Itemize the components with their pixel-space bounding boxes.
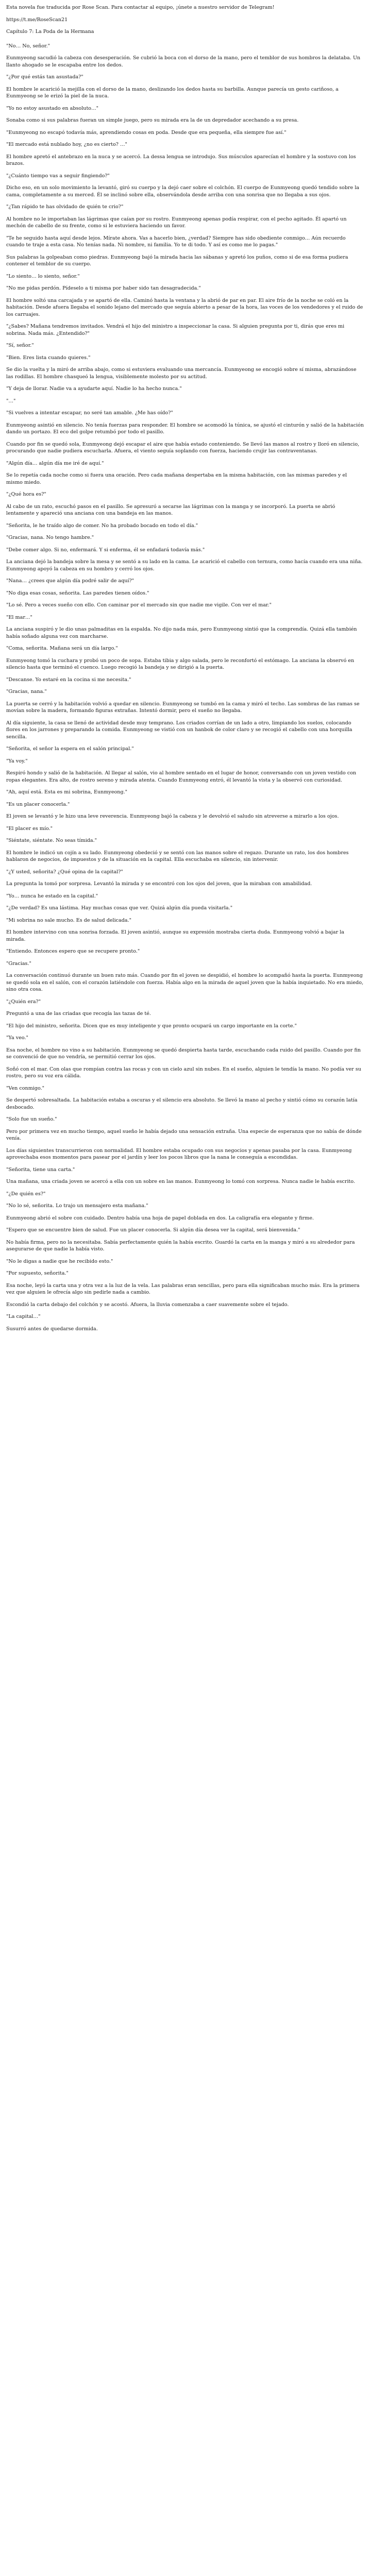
story-paragraph: "¿Sabes? Mañana tendremos invitados. Vendrá el hijo del ministro a inspeccionar la casa. Si alguien pregunta por ti, dirás que eres mi sobrina. Nada más. ¿Entendido?" xyxy=(6,324,345,336)
story-paragraph: Al cabo de un rato, escuchó pasos en el pasillo. Se apresuró a secarse las lágrimas con la manga y se incorporó. La puerta se abrió lentamente y apareció una anciana con una bandeja en las manos. xyxy=(6,503,335,516)
story-paragraph: El hombre apretó el antebrazo en la nuca y se acercó. La dessa lengua se introdujo. Sus músculos aparecían el hombre y la sostuvo con los brazos. xyxy=(6,154,356,166)
story-paragraph: La anciana suspiró y le dio unas palmaditas en la espalda. No dijo nada más, pero Eunmyeong sintió que la comprendía. Quizá ella también había soñado alguna vez con marcharse. xyxy=(6,626,357,639)
story-paragraph: Pero por primera vez en mucho tiempo, aquel sueño le había dejado una sensación extraña. Una especie de esperanza que no sabía de dónde venía. xyxy=(6,1128,362,1141)
story-paragraph: "Señorita, el señor la espera en el salón principal." xyxy=(6,746,134,752)
story-paragraph: "¿Cuánto tiempo vas a seguir fingiendo?" xyxy=(6,173,110,179)
story-paragraph: "Nana… ¿crees que algún día podré salir de aquí?" xyxy=(6,578,134,584)
story-paragraph: "Gracias." xyxy=(6,960,31,967)
story-paragraph: Se lo repetía cada noche como si fuera una oración. Pero cada mañana despertaba en la misma habitación, con las mismas paredes y el mismo miedo. xyxy=(6,472,347,485)
story-paragraph: "Bien. Eres lista cuando quieres." xyxy=(6,354,91,361)
story-paragraph: "Si vuelves a intentar escapar, no seré tan amable. ¿Me has oído?" xyxy=(6,410,173,416)
story-paragraph: "¿Por qué estás tan asustada?" xyxy=(6,74,83,80)
story-paragraph: Al día siguiente, la casa se llenó de actividad desde muy temprano. Los criados corrían de un lado a otro, limpiando los suelos, colocando flores en los jarrones y preparando la comida. Eunmyeong se vistió con un hanbok de color claro y se recogió el cabello con una horquilla sencilla. xyxy=(6,720,352,740)
story-paragraph: Sus palabras la golpeaban como piedras. Eunmyeong bajó la mirada hacia las sábanas y apretó los puños, como si de esa forma pudiera contener el temblor de su cuerpo. xyxy=(6,254,348,267)
story-paragraph: El hombre intervino con una sonrisa forzada. El joven asintió, aunque su expresión mostraba cierta duda. Eunmyeong volvió a bajar la mirada. xyxy=(6,929,345,942)
story-paragraph: El hombre soltó una carcajada y se apartó de ella. Caminó hasta la ventana y la abrió de par en par. El aire frío de la noche se coló en la habitación. Desde afuera llegaba el sonido lejano del mercado que seguía abierto a pesar de la hora, las voces de los vendedores y el ruido de los carruajes. xyxy=(6,297,363,317)
story-paragraph: "No lo sé, señorita. Lo trajo un mensajero esta mañana." xyxy=(6,1203,148,1209)
story-paragraph: "El hijo del ministro, señorita. Dicen que es muy inteligente y que pronto ocupará un cargo importante en la corte." xyxy=(6,1023,297,1029)
story-paragraph: Esa noche, leyó la carta una y otra vez a la luz de la vela. Las palabras eran sencillas, pero para ella significaban mucho más. Era la primera vez que alguien le ofrecía algo sin pedirle nada a cambio. xyxy=(6,1282,360,1295)
story-paragraph: "Ya voy." xyxy=(6,758,28,764)
story-paragraph: Se dio la vuelta y la miró de arriba abajo, como si estuviera evaluando una mercancía. Eunmyeong se encogió sobre sí misma, abrazándose las rodillas. El hombre chasqueó la lengua, visiblemente molesto por su actitud. xyxy=(6,367,357,380)
story-paragraph: Una mañana, una criada joven se acercó a ella con un sobre en las manos. Eunmyeong lo tomó con sorpresa. Nunca nadie le había escrito. xyxy=(6,1179,356,1184)
story-paragraph: "¿Quién era?" xyxy=(6,998,41,1005)
story-paragraph: Sonaba como si sus palabras fueran un simple juego, pero su mirada era la de un depredador acechando a su presa. xyxy=(6,117,299,123)
story-paragraph: Al hombre no le importaban las lágrimas que caían por su rostro. Eunmyeong apenas podía respirar, con el pecho agitado. Él apartó un mechón de cabello de su frente, como si le estuviera haciendo un favor. xyxy=(6,216,347,229)
story-paragraph: "No… No, señor." xyxy=(6,43,50,49)
story-paragraph: "No me pidas perdón. Pídeselo a ti misma por haber sido tan desagradecida." xyxy=(6,285,201,291)
story-paragraph: Soñó con el mar. Con olas que rompían contra las rocas y con un cielo azul sin nubes. En el sueño, alguien le tendía la mano. No podía ver su rostro, pero su voz era cálida. xyxy=(6,1066,361,1079)
story-paragraph: Los días siguientes transcurrieron con normalidad. El hombre estaba ocupado con sus negocios y apenas pasaba por la casa. Eunmyeong aprovechaba esos momentos para pasear por el jardín y leer los pocos libros que la nana le conseguía a escondidas. xyxy=(6,1147,352,1160)
story-paragraph: "Gracias, nana." xyxy=(6,689,47,694)
story-paragraph: "…" xyxy=(6,398,16,404)
story-paragraph: "Lo siento… lo siento, señor." xyxy=(6,273,80,279)
story-paragraph: "Y deja de llorar. Nadie va a ayudarte aquí. Nadie lo ha hecho nunca." xyxy=(6,386,182,392)
story-paragraph: La conversación continuó durante un buen rato más. Cuando por fin el joven se despidió, el hombre lo acompañó hasta la puerta. Eunmyeong se quedó sola en el salón, con el corazón latiéndole con fuerza. Había algo en la mirada de aquel joven que la había inquietado. No era miedo, sino otra cosa. xyxy=(6,973,364,992)
story-paragraph: "¿Tan rápido te has olvidado de quién te crio?" xyxy=(6,204,124,210)
story-paragraph: "Espero que se encuentre bien de salud. Fue un placer conocerla. Si algún día desea ver la capital, será bienvenida." xyxy=(6,1227,300,1233)
translator-credit: Esta novela fue traducida por Rose Scan. Para contactar al equipo, ¡únete a nuestro servidor de Telegram! xyxy=(6,5,275,10)
story-paragraph: El hombre le acarició la mejilla con el dorso de la mano, deslizando los dedos hasta su barbilla. Aunque parecía un gesto cariñoso, a Eunmyeong se le erizó la piel de la nuca. xyxy=(6,86,339,99)
story-paragraph: Escondió la carta debajo del colchón y se acostó. Afuera, la lluvia comenzaba a caer suavemente sobre el tejado. xyxy=(6,1301,289,1308)
story-paragraph: "Algún día… algún día me iré de aquí." xyxy=(6,460,104,466)
story-paragraph: "Yo no estoy asustado en absoluto…" xyxy=(6,105,99,111)
story-paragraph: "Es un placer conocerla." xyxy=(6,801,70,807)
story-paragraph: Eunmyeong asintió en silencio. No tenía fuerzas para responder. El hombre se acomodó la túnica, se ajustó el cinturón y salió de la habitación dando un portazo. El eco del golpe retumbó por todo el pasillo. xyxy=(6,422,364,435)
story-paragraph: "No le digas a nadie que he recibido esto." xyxy=(6,1258,113,1264)
story-paragraph: "Lo sé. Pero a veces sueño con ello. Con caminar por el mercado sin que nadie me vigile. Con ver el mar." xyxy=(6,602,272,608)
story-paragraph: "La capital…" xyxy=(6,1314,41,1319)
story-paragraph: "Señorita, le he traído algo de comer. No ha probado bocado en todo el día." xyxy=(6,522,198,529)
story-paragraph: "Coma, señorita. Mañana será un día largo." xyxy=(6,646,118,651)
story-paragraph: La pregunta la tomó por sorpresa. Levantó la mirada y se encontró con los ojos del joven, que la miraban con amabilidad. xyxy=(6,881,312,887)
story-paragraph: "Yo… nunca he estado en la capital." xyxy=(6,893,98,899)
story-paragraph: El joven se levantó y le hizo una leve reverencia. Eunmyeong bajó la cabeza y le devolvió el saludo sin atreverse a mirarlo a los ojos. xyxy=(6,814,339,819)
story-paragraph: "Mi sobrina no sale mucho. Es de salud delicada." xyxy=(6,917,132,923)
story-paragraph: "¿Y usted, señorita? ¿Qué opina de la capital?" xyxy=(6,869,123,875)
story-paragraph: "Ya veo." xyxy=(6,1035,28,1041)
story-body xyxy=(6,43,365,1333)
story-paragraph: Dicho eso, en un solo movimiento la levantó, giró su cuerpo y la dejó caer sobre el colchón. El cuerpo de Eunmyeong quedó tendido sobre la cama, completamente a su merced. Él se inclinó sobre ella, observándola desde arriba con una sonrisa que no llegaba a sus ojos. xyxy=(6,185,360,198)
story-paragraph: "Siéntate, siéntate. No seas tímida." xyxy=(6,838,97,843)
story-paragraph: El hombre le indicó un cojín a su lado. Eunmyeong obedeció y se sentó con las manos sobre el regazo. Durante un rato, los dos hombres hablaron de negocios, de impuestos y de la situación en la capital. Ella escuchaba en silencio, sin intervenir. xyxy=(6,850,349,862)
story-paragraph: Cuando por fin se quedó sola, Eunmyeong dejó escapar el aire que había estado conteniendo. Se llevó las manos al rostro y lloró en silencio, procurando que nadie pudiera escucharla. Afuera, el viento seguía soplando con fuerza, haciendo crujir las contraventanas. xyxy=(6,441,360,454)
chapter-title: Capítulo 7: La Poda de la Hermana xyxy=(6,29,94,35)
telegram-link[interactable]: https://t.me/RoseScan21 xyxy=(6,16,68,23)
story-paragraph: "Gracias, nana. No tengo hambre." xyxy=(6,535,94,540)
story-paragraph: "Sí, señor." xyxy=(6,343,34,348)
story-paragraph: "Eunmyeong no escapó todavía más, aprendiendo cosas en poda. Desde que era pequeña, ella siempre fue así." xyxy=(6,129,286,135)
story-paragraph: Eunmyeong sacudió la cabeza con desesperación. Se cubrió la boca con el dorso de la mano, pero el temblor de sus hombros la delataba. Un llanto ahogado se le escapaba entre los dedos. xyxy=(6,55,361,68)
story-paragraph: "Descanse. Yo estaré en la cocina si me necesita." xyxy=(6,676,131,683)
story-paragraph: Eunmyeong tomó la cuchara y probó un poco de sopa. Estaba tibia y algo salada, pero le reconfortó el estómago. La anciana la observó en silencio hasta que terminó el cuenco. Luego recogió la bandeja y se dirigió a la puerta. xyxy=(6,657,355,670)
story-paragraph: La anciana dejó la bandeja sobre la mesa y se sentó a su lado en la cama. Le acarició el cabello con ternura, como hacía cuando era una niña. Eunmyeong apoyó la cabeza en su hombro y cerró los ojos. xyxy=(6,559,363,572)
story-paragraph: "El mercado está nublado hoy, ¿no es cierto? …" xyxy=(6,142,127,147)
story-paragraph: Esa noche, el hombre no vino a su habitación. Eunmyeong se quedó despierta hasta tarde, escuchando cada ruido del pasillo. Cuando por fin se convenció de que no vendría, se permitió cerrar los ojos. xyxy=(6,1047,361,1060)
story-paragraph: No había firma, pero no la necesitaba. Sabía perfectamente quién la había escrito. Guardó la carta en la manga y miró a su alrededor para asegurarse de que nadie la había visto. xyxy=(6,1239,355,1252)
story-paragraph: Se despertó sobresaltada. La habitación estaba a oscuras y el silencio era absoluto. Se llevó la mano al pecho y sintió cómo su corazón latía desbocado. xyxy=(6,1097,358,1110)
story-paragraph: "Entiendo. Entonces espero que se recupere pronto." xyxy=(6,948,140,954)
story-paragraph: "Debe comer algo. Si no, enfermará. Y si enferma, él se enfadará todavía más." xyxy=(6,547,205,553)
story-paragraph: "Te he seguido hasta aquí desde lejos. Mírate ahora. Vas a hacerlo bien, ¿verdad? Siempre has sido obediente conmigo… Aún recuerdo cuando te traje a esta casa. No tenías nada. Ni nombre, ni familia. Yo te di todo. Y así es como me lo pagas." xyxy=(6,235,346,248)
story-paragraph: "No diga esas cosas, señorita. Las paredes tienen oídos." xyxy=(6,590,149,596)
story-paragraph: "Solo fue un sueño." xyxy=(6,1116,57,1122)
story-paragraph: "¿De verdad? Es una lástima. Hay muchas cosas que ver. Quizá algún día pueda visitarla." xyxy=(6,905,233,911)
story-paragraph: Eunmyeong abrió el sobre con cuidado. Dentro había una hoja de papel doblada en dos. La caligrafía era elegante y firme. xyxy=(6,1215,314,1221)
story-paragraph: "¿De quién es?" xyxy=(6,1191,46,1197)
story-paragraph: "El mar…" xyxy=(6,614,32,620)
story-paragraph: "Señorita, tiene una carta." xyxy=(6,1166,75,1173)
story-paragraph: La puerta se cerró y la habitación volvió a quedar en silencio. Eunmyeong se tumbó en la cama y miró el techo. Las sombras de las ramas se movían sobre la madera, formando figuras extrañas. Intentó dormir, pero el sueño no llegaba. xyxy=(6,701,360,714)
story-paragraph: "Por supuesto, señorita." xyxy=(6,1270,69,1276)
story-paragraph: "¿Qué hora es?" xyxy=(6,492,46,497)
story-paragraph: Susurró antes de quedarse dormida. xyxy=(6,1326,98,1332)
story-paragraph: "Ven conmigo." xyxy=(6,1085,45,1091)
story-paragraph: "Ah, aquí está. Esta es mi sobrina, Eunmyeong." xyxy=(6,789,128,795)
story-paragraph: Respiró hondo y salió de la habitación. Al llegar al salón, vio al hombre sentado en el lugar de honor, conversando con un joven vestido con ropas elegantes. Era alto, de rostro sereno y mirada atenta. Cuando Eunmyeong entró, él levantó la vista y la observó con curiosidad. xyxy=(6,770,357,783)
story-paragraph: "El placer es mío." xyxy=(6,825,53,832)
story-paragraph: Preguntó a una de las criadas que recogía las tazas de té. xyxy=(6,1011,151,1016)
